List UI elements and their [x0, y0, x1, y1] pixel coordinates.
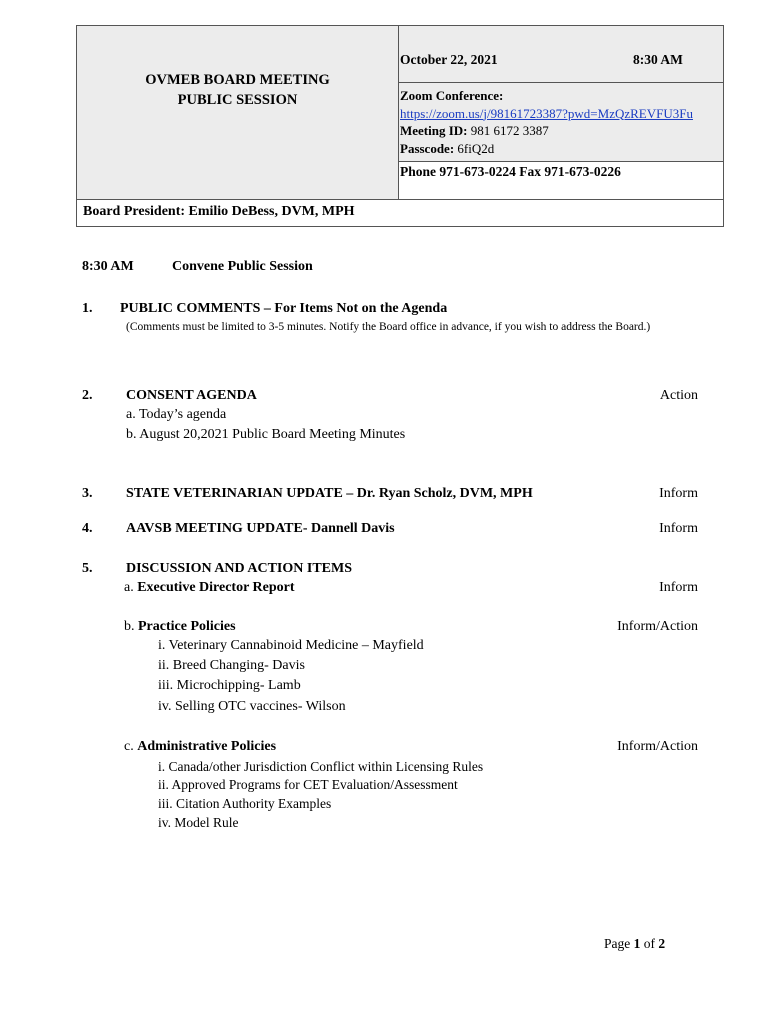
item-number-4: 4.	[82, 521, 93, 536]
practice-policies-row	[124, 619, 236, 635]
admin-policies-row	[124, 739, 276, 755]
date-time-cell	[398, 25, 724, 83]
item-number-5: 5.	[82, 561, 93, 576]
item-title-discussion-action: DISCUSSION AND ACTION ITEMS	[126, 561, 353, 576]
item-title-consent-agenda: CONSENT AGENDA	[126, 388, 257, 403]
phone-fax-cell	[398, 161, 724, 200]
item-number-1: 1.	[82, 301, 93, 316]
meeting-id-value: 981 6172 3387	[467, 123, 549, 138]
admin-policies-action: Inform/Action	[617, 739, 698, 754]
meeting-time: 8:30 AM	[633, 52, 683, 67]
state-vet-action: Inform	[659, 486, 698, 501]
item-title-public-comments: PUBLIC COMMENTS – For Items Not on the Agenda	[120, 301, 448, 316]
item-number-3: 3.	[82, 486, 93, 501]
practice-policies-title: Practice Policies	[138, 619, 236, 634]
consent-sub-a: a. Today’s agenda	[126, 407, 227, 422]
consent-agenda-action: Action	[659, 388, 698, 403]
board-president-row	[76, 199, 724, 227]
admin-item-2: ii. Approved Programs for CET Evaluation/Assessment	[158, 777, 458, 792]
public-comments-note: (Comments must be limited to 3-5 minutes. Notify the Board office in advance, if you wish to address the Board.)	[126, 321, 651, 333]
meeting-title-line2: PUBLIC SESSION	[177, 92, 298, 108]
zoom-link[interactable]: https://zoom.us/j/98161723387?pwd=MzQzREVFU3Fu	[400, 105, 693, 121]
item-number-2: 2.	[82, 388, 93, 403]
convene-time: 8:30 AM	[82, 259, 134, 274]
aavsb-action: Inform	[659, 521, 698, 536]
meeting-title-cell	[76, 25, 399, 200]
page-total: 2	[658, 936, 666, 951]
passcode-label: Passcode:	[400, 140, 455, 156]
practice-item-2: ii. Breed Changing- Davis	[158, 658, 305, 673]
consent-sub-b: b. August 20,2021 Public Board Meeting Minutes	[126, 427, 406, 442]
admin-item-4: iv. Model Rule	[158, 815, 239, 830]
page-word: Page	[604, 936, 634, 951]
practice-policies-prefix: b.	[124, 619, 135, 634]
meeting-date: October 22, 2021	[400, 52, 498, 67]
board-president: Board President: Emilio DeBess, DVM, MPH	[83, 204, 355, 219]
admin-item-3: iii. Citation Authority Examples	[158, 796, 332, 811]
practice-item-4: iv. Selling OTC vaccines- Wilson	[158, 699, 346, 714]
item-title-aavsb-update: AAVSB MEETING UPDATE- Dannell Davis	[126, 521, 395, 536]
exec-director-row	[124, 580, 295, 596]
meeting-id-row	[400, 122, 722, 140]
admin-policies-title: Administrative Policies	[137, 739, 277, 754]
page-of-word: of	[640, 936, 659, 951]
exec-director-action: Inform	[659, 580, 698, 595]
meeting-title-line1: OVMEB BOARD MEETING	[145, 72, 330, 88]
meeting-title	[77, 70, 398, 110]
meeting-id-label: Meeting ID:	[400, 123, 468, 138]
item-title-state-vet-update: STATE VETERINARIAN UPDATE – Dr. Ryan Scholz, DVM, MPH	[126, 486, 533, 501]
zoom-info-cell	[398, 82, 724, 162]
admin-item-1: i. Canada/other Jurisdiction Conflict within Licensing Rules	[158, 759, 484, 774]
exec-director-title: Executive Director Report	[137, 580, 295, 595]
practice-item-1: i. Veterinary Cannabinoid Medicine – Mayfield	[158, 638, 424, 653]
passcode-row	[400, 140, 722, 158]
phone-fax: Phone 971-673-0224 Fax 971-673-0226	[400, 164, 621, 179]
exec-director-prefix: a.	[124, 580, 134, 595]
practice-policies-action: Inform/Action	[617, 619, 698, 634]
page-current: 1	[633, 936, 641, 951]
convene-label: Convene Public Session	[172, 259, 313, 274]
practice-item-3: iii. Microchipping- Lamb	[158, 678, 301, 693]
admin-policies-prefix: c.	[124, 739, 134, 754]
page-number	[604, 936, 665, 952]
zoom-label: Zoom Conference:	[400, 88, 504, 103]
passcode-value: 6fiQ2d	[454, 140, 495, 156]
